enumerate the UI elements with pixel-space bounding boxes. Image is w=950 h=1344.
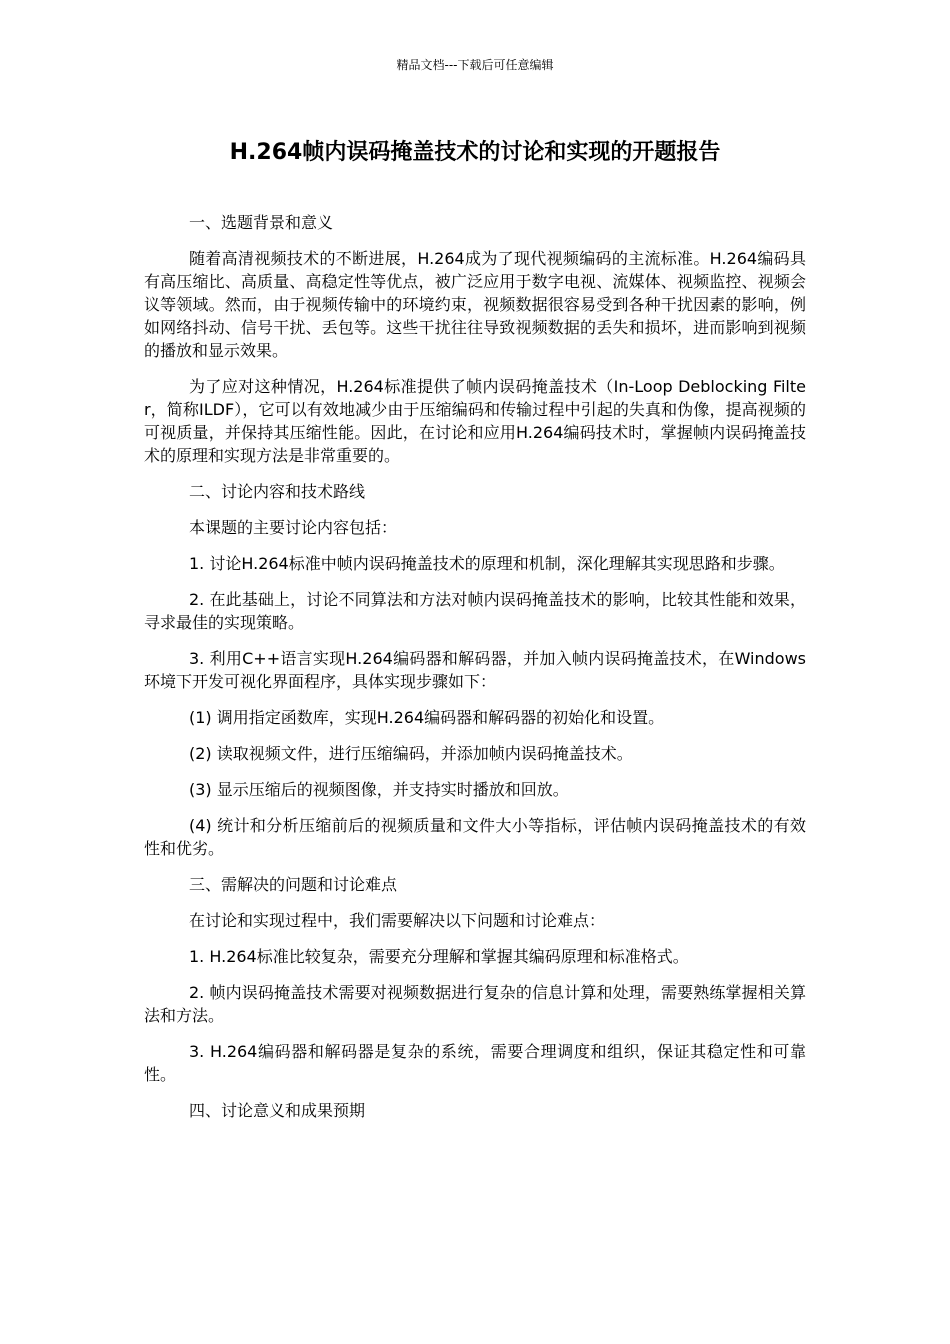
section-heading-background: 一、选题背景和意义 [189, 213, 334, 232]
paragraph: 在讨论和实现过程中，我们需要解决以下问题和讨论难点： [189, 911, 606, 930]
page-header: 精品文档---下载后可任意编辑 [396, 58, 554, 72]
section-heading-problems: 三、需解决的问题和讨论难点 [189, 875, 398, 894]
list-item: 1. H.264标准比较复杂，需要充分理解和掌握其编码原理和标准格式。 [189, 947, 689, 966]
document-title: H.264帧内误码掩盖技术的讨论和实现的开题报告 [229, 140, 721, 165]
sub-list-item: (1) 调用指定函数库，实现H.264编码器和解码器的初始化和设置。 [189, 708, 665, 727]
sub-list-item: (4) 统计和分析压缩前后的视频质量和文件大小等指标，评估帧内误码掩盖技术的有效性和优劣。 [144, 816, 806, 858]
list-item: 3. H.264编码器和解码器是复杂的系统，需要合理调度和组织，保证其稳定性和可靠性。 [144, 1042, 806, 1084]
sub-list-item: (2) 读取视频文件，进行压缩编码，并添加帧内误码掩盖技术。 [189, 744, 633, 763]
list-item: 2. 在此基础上，讨论不同算法和方法对帧内误码掩盖技术的影响，比较其性能和效果，寻求最佳的实现策略。 [144, 590, 806, 632]
list-item: 3. 利用C++语言实现H.264编码器和解码器，并加入帧内误码掩盖技术，在Windows环境下开发可视化界面程序，具体实现步骤如下： [144, 649, 806, 691]
document-body [144, 211, 806, 1135]
section-heading-significance: 四、讨论意义和成果预期 [189, 1101, 366, 1120]
paragraph: 为了应对这种情况，H.264标准提供了帧内误码掩盖技术（In-Loop Deblocking Filter，简称ILDF），它可以有效地减少由于压缩编码和传输过程中引起的失真和伪像，提高视频的可视质量，并保持其压缩性能。因此，在讨论和应用H.264编码技术时，掌握帧内误码掩盖技术的原理和实现方法是非常重要的。 [144, 377, 806, 465]
sub-list-item: (3) 显示压缩后的视频图像，并支持实时播放和回放。 [189, 780, 569, 799]
list-item: 2. 帧内误码掩盖技术需要对视频数据进行复杂的信息计算和处理，需要熟练掌握相关算法和方法。 [144, 983, 806, 1025]
list-item: 1. 讨论H.264标准中帧内误码掩盖技术的原理和机制，深化理解其实现思路和步骤。 [189, 554, 785, 573]
paragraph: 随着高清视频技术的不断进展，H.264成为了现代视频编码的主流标准。H.264编码具有高压缩比、高质量、高稳定性等优点，被广泛应用于数字电视、流媒体、视频监控、视频会议等领域。然而，由于视频传输中的环境约束，视频数据很容易受到各种干扰因素的影响，例如网络抖动、信号干扰、丢包等。这些干扰往往导致视频数据的丢失和损坏，进而影响到视频的播放和显示效果。 [144, 249, 806, 360]
section-heading-content: 二、讨论内容和技术路线 [189, 482, 366, 501]
paragraph: 本课题的主要讨论内容包括： [189, 518, 398, 537]
